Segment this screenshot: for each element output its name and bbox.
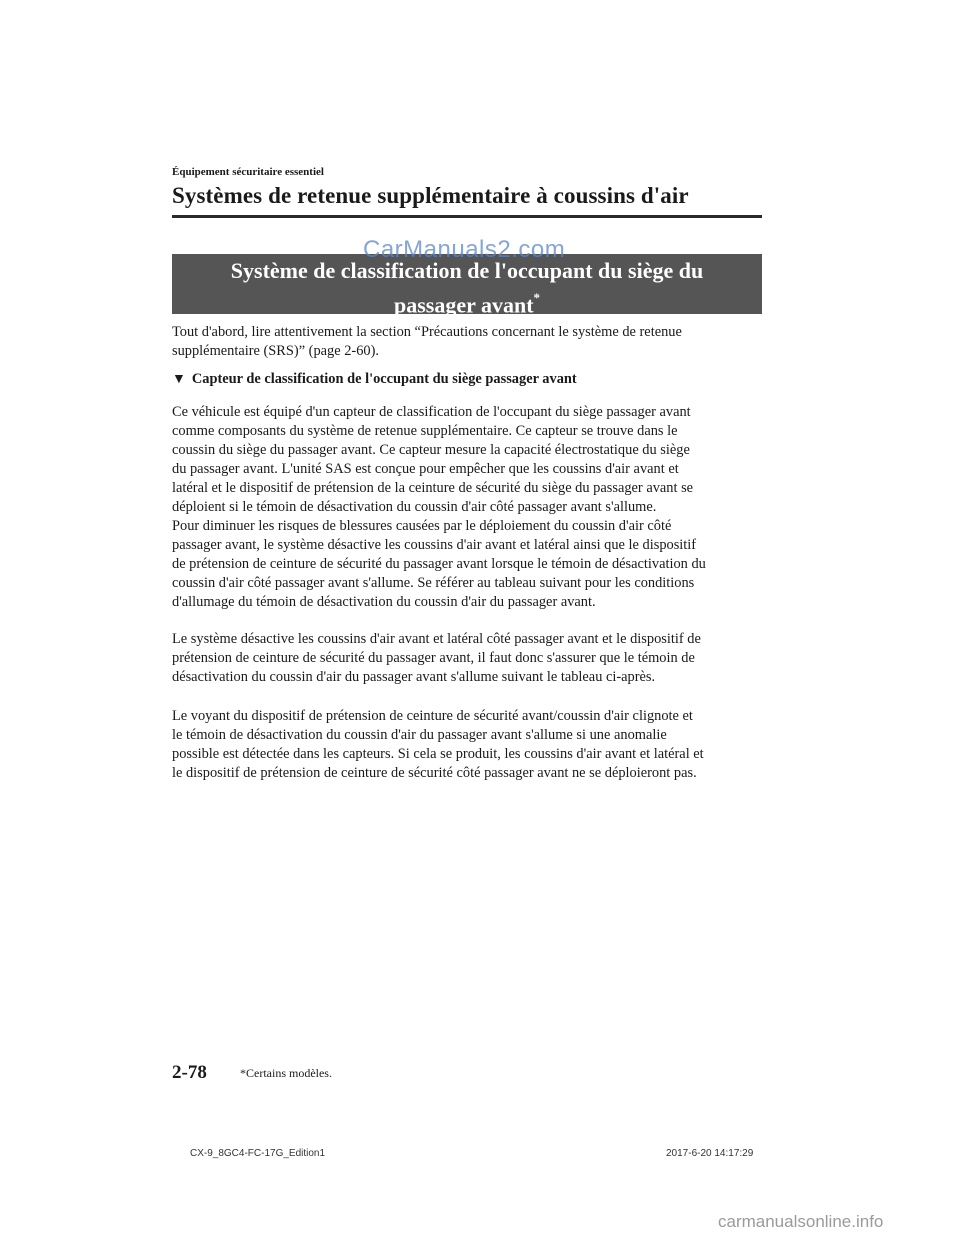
footnote: *Certains modèles.	[240, 1066, 332, 1080]
subheading-text: Capteur de classification de l'occupant du siège passager avant	[191, 371, 577, 387]
text-line: du passager avant. L'unité SAS est conçue pour empêcher que les coussins d'air avant et	[172, 461, 679, 477]
paragraph-3	[172, 707, 768, 783]
text-line: comme composants du système de retenue supplémentaire. Ce capteur se trouve dans le	[172, 423, 678, 439]
intro-line: Tout d'abord, lire attentivement la section “Précautions concernant le système de retenue	[172, 324, 682, 340]
text-line: passager avant, le système désactive les coussins d'air avant et latéral ainsi que le dispositif	[172, 537, 697, 553]
text-line: possible est détectée dans les capteurs. Si cela se produit, les coussins d'air avant et latéral et	[172, 746, 704, 762]
banner-title-line1: Système de classification de l'occupant du siège du	[230, 258, 704, 283]
watermark-logo: CarManuals2.com	[363, 236, 566, 263]
breadcrumb: Équipement sécuritaire essentiel	[172, 166, 324, 178]
title-rule	[172, 215, 762, 218]
intro-line: supplémentaire (SRS)” (page 2-60).	[172, 343, 380, 359]
intro-paragraph	[172, 323, 768, 361]
document-id: CX-9_8GC4-FC-17G_Edition1	[190, 1148, 326, 1159]
banner-asterisk: *	[533, 290, 541, 305]
text-line: prétension de ceinture de sécurité du passager avant, il faut donc s'assurer que le témoin de	[172, 650, 695, 666]
text-line: de prétension de ceinture de sécurité du passager avant lorsque le témoin de désactivation du	[172, 556, 706, 572]
banner-title-line2: passager avant	[393, 292, 534, 318]
paragraph-1	[172, 403, 768, 612]
text-line: déploient si le témoin de désactivation du coussin d'air côté passager avant s'allume.	[172, 499, 657, 515]
text-line: désactivation du coussin d'air du passager avant s'allume suivant le tableau ci-après.	[172, 669, 656, 685]
text-line: Le système désactive les coussins d'air avant et latéral côté passager avant et le dispositif de	[172, 631, 701, 647]
subheading	[172, 371, 577, 388]
text-line: le témoin de désactivation du coussin d'air du passager avant s'allume si une anomalie	[172, 727, 667, 743]
text-line: coussin d'air côté passager avant s'allume. Se référer au tableau suivant pour les conditions	[172, 575, 695, 591]
text-line: le dispositif de prétension de ceinture de sécurité côté passager avant ne se déploieront pas.	[172, 765, 697, 781]
print-timestamp: 2017-6-20 14:17:29	[666, 1148, 754, 1159]
text-line: Le voyant du dispositif de prétension de ceinture de sécurité avant/coussin d'air clignote et	[172, 708, 693, 724]
section-title: Systèmes de retenue supplémentaire à coussins d'air	[172, 183, 689, 208]
triangle-down-icon: ▼	[172, 372, 186, 387]
text-line: Ce véhicule est équipé d'un capteur de classification de l'occupant du siège passager avant	[172, 404, 691, 420]
site-watermark: carmanualsonline.info	[718, 1212, 884, 1231]
banner-title-line2-wrap	[172, 285, 762, 319]
text-line: coussin du siège du passager avant. Ce capteur mesure la capacité électrostatique du siège	[172, 442, 690, 458]
page-number: 2-78	[172, 1062, 207, 1083]
paragraph-2	[172, 630, 768, 687]
text-line: Pour diminuer les risques de blessures causées par le déploiement du coussin d'air côté	[172, 518, 672, 534]
text-line: latéral et le dispositif de prétension de la ceinture de sécurité du siège du passager avant se	[172, 480, 694, 496]
text-line: d'allumage du témoin de désactivation du coussin d'air du passager avant.	[172, 594, 596, 610]
